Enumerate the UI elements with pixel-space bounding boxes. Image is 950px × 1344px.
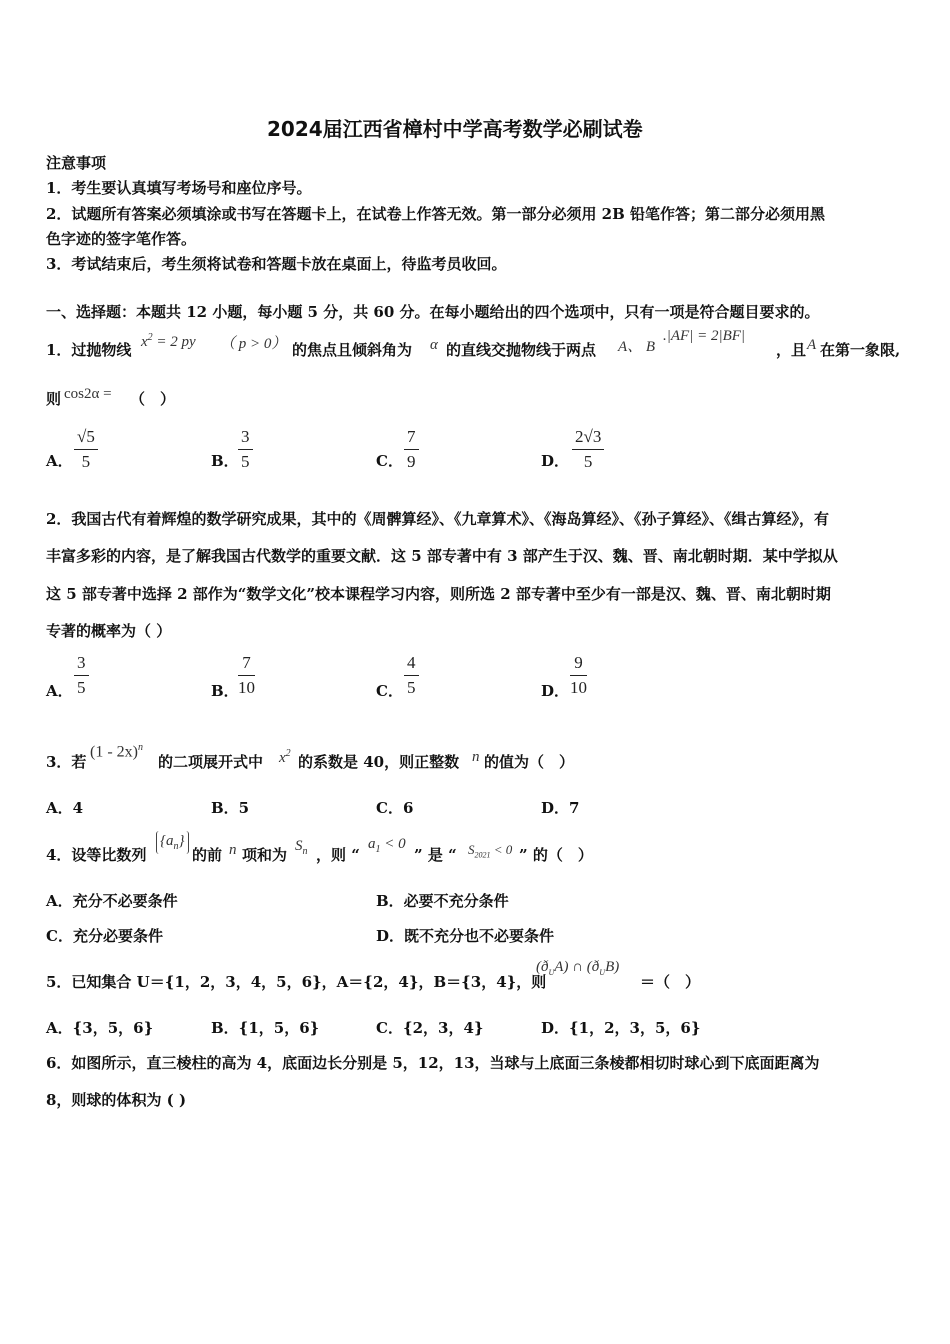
fraction-numerator: 2√3 bbox=[572, 426, 604, 450]
math-sub: U bbox=[599, 968, 606, 977]
q1-math-condition: （ p > 0） bbox=[220, 336, 287, 352]
math-sub: 2021 bbox=[474, 850, 491, 860]
q3-text: 的值为（ ） bbox=[484, 753, 575, 771]
q4-math-n: n bbox=[229, 842, 237, 858]
q1-math-alpha: α bbox=[430, 337, 438, 353]
q1-option-d: D． bbox=[541, 452, 570, 470]
q1-math-cos: cos2α = bbox=[64, 386, 112, 402]
q3-math-n: n bbox=[472, 749, 480, 765]
q3-option-b: B．5 bbox=[211, 799, 250, 817]
q4-option-c: C．充分必要条件 bbox=[46, 927, 163, 945]
q2-text: 丰富多彩的内容，是了解我国古代数学的重要文献．这 5 部专著中有 3 部产生于汉、魏、晋、南北朝时期．某中学拟从 bbox=[46, 547, 838, 565]
fraction-denominator: 5 bbox=[241, 452, 250, 471]
math-var: {a bbox=[160, 833, 174, 849]
math-var: S bbox=[295, 838, 303, 854]
q3-math-binomial bbox=[90, 742, 143, 761]
fraction-numerator: 3 bbox=[238, 426, 253, 450]
fraction-numerator: 7 bbox=[238, 652, 255, 676]
q1-option-b-fraction bbox=[238, 426, 253, 473]
q2-option-d: D． bbox=[541, 682, 570, 700]
q5-option-a: A．{3，5，6} bbox=[46, 1019, 154, 1037]
q5-option-d: D．{1，2，3，5，6} bbox=[541, 1019, 701, 1037]
math-var: x bbox=[279, 750, 286, 766]
q1-text: 则 bbox=[46, 390, 62, 408]
q4-text: 项和为 bbox=[242, 846, 288, 864]
section-heading: 一、选择题：本题共 12 小题，每小题 5 分，共 60 分。在每小题给出的四个选项中，只有一项是符合题目要求的。 bbox=[46, 303, 820, 321]
q6-text: 6．如图所示，直三棱柱的高为 4，底面边长分别是 5，12，13，当球与上底面三条棱都相切时球心到下底面距离为 bbox=[46, 1054, 820, 1072]
q1-text: （ ） bbox=[130, 390, 176, 408]
q2-text: 2．我国古代有着辉煌的数学研究成果，其中的《周髀算经》、《九章算术》、《海岛算经》、《孙子算经》、《缉古算经》，有 bbox=[46, 510, 829, 528]
fraction-numerator: 9 bbox=[570, 652, 587, 676]
math-var: a bbox=[368, 836, 376, 852]
math-sup: 2 bbox=[285, 748, 291, 759]
fraction-denominator: 10 bbox=[570, 678, 587, 697]
q1-math-parabola bbox=[141, 332, 196, 351]
q1-option-c-fraction bbox=[404, 426, 419, 473]
fraction-numerator: √5 bbox=[74, 426, 98, 450]
q1-text: 的直线交抛物线于两点 bbox=[446, 341, 597, 359]
math-expr: (1 - 2x) bbox=[90, 743, 138, 761]
q3-text: 3．若 bbox=[46, 753, 87, 771]
math-sub: 1 bbox=[375, 844, 381, 855]
math-sub: U bbox=[548, 968, 555, 977]
q4-math-sequence bbox=[156, 831, 189, 854]
math-var: S bbox=[468, 842, 475, 857]
q5-text: 5．已知集合 U＝{1，2，3，4，5，6}，A＝{2，4}，B＝{3，4}，则 bbox=[46, 973, 547, 991]
q5-option-c: C．{2，3，4} bbox=[376, 1019, 484, 1037]
q3-text: 的二项展开式中 bbox=[158, 753, 264, 771]
q1-option-a: A． bbox=[46, 452, 73, 470]
math-sup: n bbox=[137, 742, 143, 753]
notice-heading: 注意事项 bbox=[46, 154, 107, 172]
q1-text: 在第一象限, bbox=[820, 341, 901, 359]
q4-text: 的前 bbox=[192, 846, 223, 864]
q6-text: 8，则球的体积为 ( ) bbox=[46, 1091, 187, 1109]
q1-text: ，且 bbox=[776, 341, 807, 359]
fraction-numerator: 7 bbox=[404, 426, 419, 450]
math-expr: A) ∩ (ð bbox=[554, 959, 600, 975]
q4-math-s2021 bbox=[468, 842, 512, 860]
q4-math-sn bbox=[295, 838, 308, 857]
q5-math-complement bbox=[536, 959, 619, 977]
q1-option-a-fraction bbox=[74, 426, 98, 473]
math-expr: = 2 py bbox=[152, 334, 196, 350]
math-sup: 2 bbox=[147, 332, 153, 343]
notice-item: 2．试题所有答案必须填涂或书写在答题卡上，在试卷上作答无效。第一部分必须用 2B 铅笔作答；第二部分必须用黑 bbox=[46, 205, 826, 223]
q4-option-b: B．必要不充分条件 bbox=[376, 892, 509, 910]
fraction-denominator: 5 bbox=[407, 678, 416, 697]
q4-text: ，则 “ bbox=[316, 846, 360, 864]
page-title: 2024届江西省樟村中学高考数学必刷试卷 bbox=[267, 117, 643, 141]
fraction-denominator: 9 bbox=[407, 452, 416, 471]
notice-item: 1．考生要认真填写考场号和座位序号。 bbox=[46, 179, 312, 197]
q2-option-d-fraction bbox=[570, 652, 587, 699]
math-expr: < 0 bbox=[380, 836, 406, 852]
q1-math-ratio: .|AF| = 2|BF| bbox=[663, 328, 746, 344]
q2-option-a: A． bbox=[46, 682, 73, 700]
q3-text: 的系数是 40，则正整数 bbox=[298, 753, 460, 771]
q1-option-c: C． bbox=[376, 452, 403, 470]
q5-text: ＝（ ） bbox=[640, 973, 701, 991]
q4-option-d: D．既不充分也不必要条件 bbox=[376, 927, 555, 945]
math-sub: n bbox=[302, 846, 308, 857]
q1-text: 的焦点且倾斜角为 bbox=[292, 341, 413, 359]
notice-item: 3．考试结束后，考生须将试卷和答题卡放在桌面上，待监考员收回。 bbox=[46, 255, 507, 273]
q3-option-c: C．6 bbox=[376, 799, 414, 817]
q1-math-a: A bbox=[807, 337, 817, 353]
q3-option-d: D．7 bbox=[541, 799, 580, 817]
notice-item: 色字迹的签字笔作答。 bbox=[46, 230, 197, 248]
q3-option-a: A．4 bbox=[46, 799, 84, 817]
fraction-denominator: 5 bbox=[583, 452, 593, 471]
q2-option-b: B． bbox=[211, 682, 239, 700]
fraction-denominator: 5 bbox=[77, 678, 86, 697]
fraction-denominator: 5 bbox=[81, 452, 91, 471]
math-brace: } bbox=[178, 833, 185, 849]
q2-text: 这 5 部专著中选择 2 部作为“数学文化”校本课程学习内容，则所选 2 部专著中至少有一部是汉、魏、晋、南北朝时期 bbox=[46, 585, 831, 603]
math-expr: < 0 bbox=[490, 842, 513, 857]
math-expr: B) bbox=[605, 959, 620, 975]
q3-math-x2 bbox=[279, 748, 291, 767]
math-var: x bbox=[141, 334, 148, 350]
math-sub: n bbox=[173, 841, 179, 852]
q4-math-a1 bbox=[368, 836, 406, 855]
q2-option-c: C． bbox=[376, 682, 403, 700]
q4-option-a: A．充分不必要条件 bbox=[46, 892, 178, 910]
q4-text: ” 是 “ bbox=[414, 846, 457, 864]
q1-math-points: A、 B bbox=[618, 339, 656, 355]
q1-option-d-fraction bbox=[572, 426, 604, 473]
fraction-numerator: 3 bbox=[74, 652, 89, 676]
q5-option-b: B．{1，5，6} bbox=[211, 1019, 320, 1037]
q1-option-b: B． bbox=[211, 452, 239, 470]
q1-text: 1．过抛物线 bbox=[46, 341, 132, 359]
math-expr: (ð bbox=[536, 959, 549, 975]
q4-text: ” 的（ ） bbox=[519, 846, 593, 864]
q2-option-a-fraction bbox=[74, 652, 89, 699]
q2-text: 专著的概率为（ ） bbox=[46, 622, 172, 640]
q4-text: 4．设等比数列 bbox=[46, 846, 147, 864]
fraction-denominator: 10 bbox=[238, 678, 255, 697]
fraction-numerator: 4 bbox=[404, 652, 419, 676]
q2-option-b-fraction bbox=[238, 652, 255, 699]
q2-option-c-fraction bbox=[404, 652, 419, 699]
